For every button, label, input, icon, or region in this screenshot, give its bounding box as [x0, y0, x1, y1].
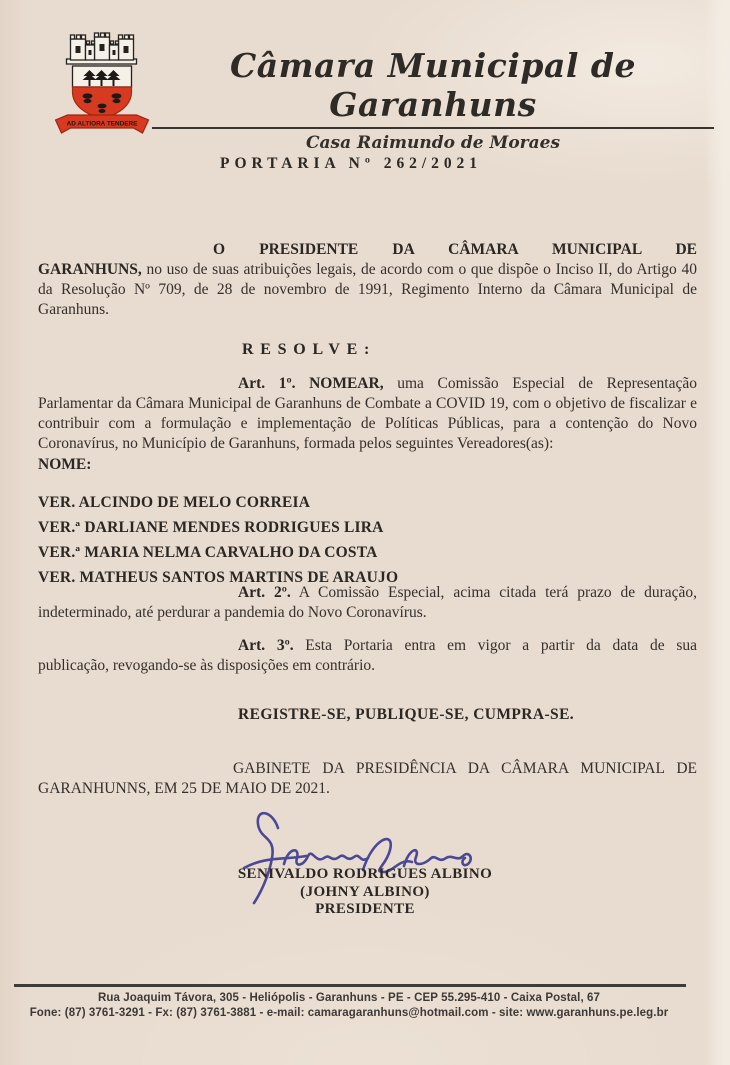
resolve-label: RESOLVE: [242, 341, 377, 358]
article-2 [38, 583, 697, 623]
preamble-continuation [38, 260, 697, 320]
preamble-first-line [213, 240, 697, 260]
organization-name: Câmara Municipal de Garanhuns [152, 46, 714, 129]
footer-address: Rua Joaquim Távora, 305 - Heliópolis - Garanhuns - PE - CEP 55.295-410 - Caixa Postal, 67 [97, 992, 601, 1004]
member-row: VER.ª MARIA NELMA CARVALHO DA COSTA [38, 544, 378, 561]
member-row: VER.ª DARLIANE MENDES RODRIGUES LIRA [38, 519, 384, 536]
article-1-body: Parlamentar da Câmara Municipal de Garanhuns de Combate a COVID 19, com o objetivo de fiscalizar e contribuir com a formulação e implementação de Políticas Públicas, para a contenção do Novo Coronavírus, no Município de Garanhuns, formada pelos seguintes Vereadores(as): [38, 395, 697, 452]
closing-order: REGISTRE-SE, PUBLIQUE-SE, CUMPRA-SE. [238, 706, 575, 723]
article-1-first-line [238, 374, 697, 394]
issuing-office-first-line: GABINETE DA PRESIDÊNCIA DA CÂMARA MUNICIPAL DE [233, 760, 697, 777]
article-1-lead-text: uma Comissão Especial de Representação [383, 375, 697, 392]
article-2-body: indeterminado, até perdurar a pandemia do Novo Coronavírus. [38, 604, 427, 621]
article-3 [38, 636, 697, 676]
signature-block [0, 866, 730, 919]
member-row: VER. MATHEUS SANTOS MARTINS DE ARAUJO [38, 569, 399, 586]
article-2-number: Art. 2º. [238, 584, 291, 601]
commission-members-list [38, 490, 398, 590]
preamble-bold-lead: O PRESIDENTE DA CÂMARA MUNICIPAL DE [213, 241, 697, 258]
signer-alias: (JOHNY ALBINO) [300, 883, 430, 900]
issuing-office-continuation: GARANHUNNS, EM 25 DE MAIO DE 2021. [38, 780, 330, 797]
preamble-bold-city: GARANHUNS, [38, 261, 142, 278]
article-3-first-line [238, 636, 697, 656]
crest-motto: AD ALTIORA TENDERE [66, 120, 138, 128]
signer-role: PRESIDENTE [315, 901, 415, 917]
preamble-paragraph [38, 240, 697, 320]
article-3-lead-text: Esta Portaria entra em vigor a partir da data de sua [293, 637, 697, 654]
footer-divider [14, 984, 686, 987]
signer-name: SENIVALDO RODRIGUES ALBINO [237, 866, 493, 882]
issuing-office-paragraph [38, 759, 697, 799]
preamble-text: no uso de suas atribuições legais, de acordo com o que dispõe o Inciso II, do Artigo 40 da Resolução Nº 709, de 28 de novembro de 1991, Regimento Interno da Câmara Municipal de Garanhuns. [38, 261, 697, 318]
footer [0, 991, 698, 1021]
name-list-label: NOME: [38, 456, 92, 473]
footer-contacts: Fone: (87) 3761-3291 - Fx: (87) 3761-3881 - e-mail: camaragaranhuns@hotmail.com - site: www.garanhuns.pe.leg.br [29, 1007, 669, 1019]
article-1 [38, 374, 697, 454]
document-title: PORTARIA Nº 262/2021 [220, 155, 482, 172]
article-3-number: Art. 3º. [238, 637, 294, 654]
member-row: VER. ALCINDO DE MELO CORREIA [38, 494, 311, 511]
article-3-body: publicação, revogando-se às disposições em contrário. [38, 657, 376, 674]
article-2-lead-text: A Comissão Especial, acima citada terá prazo de duração, [290, 584, 697, 601]
municipal-crest-icon [48, 30, 156, 142]
organization-subtitle: Casa Raimundo de Moraes [305, 133, 561, 153]
article-2-first-line [238, 583, 697, 603]
article-1-number: Art. 1º. NOMEAR, [238, 375, 384, 392]
